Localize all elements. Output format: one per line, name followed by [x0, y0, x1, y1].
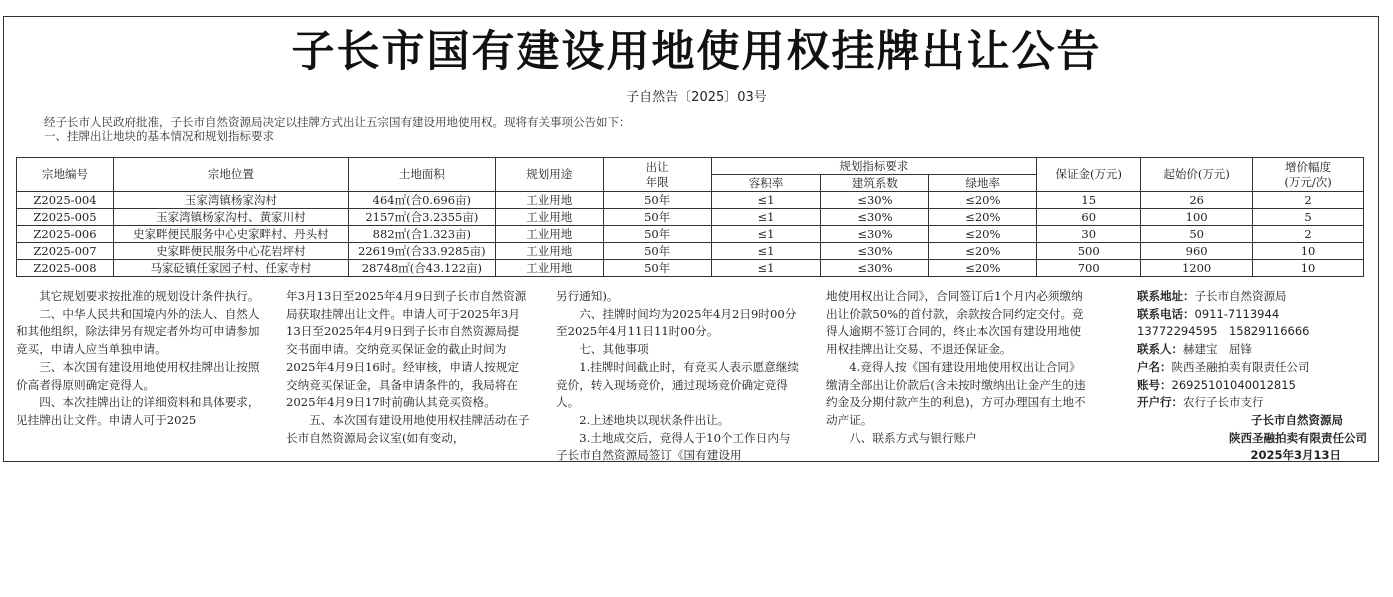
paragraph: 八、联系方式与银行账户	[849, 430, 977, 445]
cell-id: Z2025-005	[17, 209, 114, 226]
cell-start-price: 50	[1141, 226, 1253, 243]
cell-density: ≤30%	[821, 243, 929, 260]
header-term: 出让 年限	[603, 158, 711, 192]
cell-term: 50年	[603, 226, 711, 243]
header-location: 宗地位置	[113, 158, 348, 192]
text-column-2	[286, 288, 530, 447]
phone-value: 0911-7113944	[1194, 306, 1280, 321]
account-name	[1137, 359, 1367, 377]
cell-id: Z2025-004	[17, 192, 114, 209]
cell-increment: 2	[1253, 192, 1364, 209]
paragraph: 年3月13日至2025年4月9日到子长市自然资源局获取挂牌出让文件。申请人可于2025年3月13日至2025年4月9日到子长市自然资源局提交书面申请。交纳竞买保证金的截止时间为2025年4月9日16时。经审核，申请人按规定交纳竞买保证金，具备申请条件的，我局将在2025年4月9日17时前确认其竞买资格。	[286, 289, 527, 410]
paragraph: 另行通知)。	[556, 289, 619, 303]
phone-label: 联系电话：	[1137, 306, 1195, 321]
cell-use: 工业用地	[495, 209, 603, 226]
account-number-value: 26925101040012815	[1171, 377, 1296, 392]
cell-green: ≤20%	[929, 192, 1037, 209]
header-area: 土地面积	[348, 158, 495, 192]
cell-deposit: 60	[1037, 209, 1141, 226]
table-row	[17, 226, 1364, 243]
paragraph: 二、中华人民共和国境内外的法人、自然人和其他组织，除法律另有规定者外均可申请参加竞买，申请人应当单独申请。	[16, 306, 260, 357]
cell-density: ≤30%	[821, 209, 929, 226]
cell-green: ≤20%	[929, 243, 1037, 260]
cell-location: 史家畔便民服务中心花岩坪村	[113, 243, 348, 260]
cell-id: Z2025-007	[17, 243, 114, 260]
bank-label: 开户行：	[1137, 395, 1183, 410]
cell-deposit: 700	[1037, 260, 1141, 277]
contact-block	[1137, 288, 1367, 465]
cell-id: Z2025-006	[17, 226, 114, 243]
cell-green: ≤20%	[929, 226, 1037, 243]
intro-text	[44, 115, 631, 143]
table-row	[17, 243, 1364, 260]
paragraph: 六、挂牌时间均为2025年4月2日9时00分至2025年4月11日11时00分。	[556, 306, 797, 339]
text-column-1	[16, 288, 260, 430]
paragraph: 2.上述地块以现状条件出让。	[579, 412, 730, 427]
bank	[1137, 394, 1367, 412]
cell-density: ≤30%	[821, 226, 929, 243]
account-number	[1137, 377, 1367, 395]
text-column-4	[826, 288, 1086, 447]
cell-term: 50年	[603, 260, 711, 277]
cell-use: 工业用地	[495, 226, 603, 243]
cell-far: ≤1	[711, 260, 821, 277]
header-planning: 规划指标要求	[711, 158, 1037, 175]
paragraph: 地使用权出让合同》，合同签订后1个月内必须缴纳出让价款50%的首付款，余款按合同约定交付。竞得人逾期不签订合同的，终止本次国有建设用地使用权挂牌出让交易、不退还保证金。	[826, 289, 1084, 357]
table-row	[17, 260, 1364, 277]
contact-person	[1137, 341, 1367, 359]
cell-location: 马家砭镇任家园子村、任家寺村	[113, 260, 348, 277]
cell-start-price: 100	[1141, 209, 1253, 226]
contact-phone-mobile: 13772294595 15829116666	[1137, 324, 1310, 339]
cell-area: 882㎡(合1.323亩)	[348, 226, 495, 243]
bank-value: 农行子长市支行	[1183, 395, 1264, 410]
table-row	[17, 192, 1364, 209]
cell-far: ≤1	[711, 192, 821, 209]
cell-far: ≤1	[711, 243, 821, 260]
table-row	[17, 209, 1364, 226]
cell-green: ≤20%	[929, 209, 1037, 226]
header-id: 宗地编号	[17, 158, 114, 192]
header-density: 建筑系数	[821, 175, 929, 192]
cell-location: 玉家湾镇杨家沟村	[113, 192, 348, 209]
cell-deposit: 30	[1037, 226, 1141, 243]
cell-density: ≤30%	[821, 192, 929, 209]
cell-use: 工业用地	[495, 243, 603, 260]
paragraph: 四、本次挂牌出让的详细资料和具体要求，见挂牌出让文件。申请人可于2025	[16, 395, 260, 427]
document-number: 子自然告〔2025〕03号	[626, 90, 767, 105]
contact-address	[1137, 288, 1367, 306]
account-name-label: 户名：	[1137, 359, 1172, 374]
cell-far: ≤1	[711, 209, 821, 226]
header-far: 容积率	[711, 175, 821, 192]
cell-use: 工业用地	[495, 260, 603, 277]
table-header-row	[17, 158, 1364, 175]
cell-term: 50年	[603, 243, 711, 260]
paragraph: 3.土地成交后，竞得人于10个工作日内与子长市自然资源局签订《国有建设用	[556, 430, 791, 463]
paragraph: 五、本次国有建设用地使用权挂牌活动在子长市自然资源局会议室(如有变动，	[286, 412, 530, 445]
cell-location: 史家畔便民服务中心史家畔村、丹头村	[113, 226, 348, 243]
header-green: 绿地率	[929, 175, 1037, 192]
paragraph: 4.竞得人按《国有建设用地使用权出让合同》缴清全部出让价款后(含未按时缴纳出让金产生的违约金及分期付款产生的利息)，方可办理国有土地不动产证。	[826, 359, 1086, 427]
person-label: 联系人：	[1137, 342, 1183, 357]
paragraph: 三、本次国有建设用地使用权挂牌出让按照价高者得原则确定竞得人。	[16, 359, 260, 392]
cell-start-price: 26	[1141, 192, 1253, 209]
cell-location: 玉家湾镇杨家沟村、黄家川村	[113, 209, 348, 226]
signature-bureau: 子长市自然资源局	[1251, 412, 1343, 427]
address-value: 子长市自然资源局	[1194, 289, 1287, 303]
paragraph: 七、其他事项	[579, 342, 649, 357]
paragraph: 1.挂牌时间截止时，有竞买人表示愿意继续竞价，转入现场竞价，通过现场竞价确定竞得人。	[556, 359, 799, 410]
account-name-value: 陕西圣融拍卖有限责任公司	[1171, 359, 1310, 374]
land-plots-table	[16, 157, 1364, 277]
cell-area: 28748㎡(合43.122亩)	[348, 260, 495, 277]
cell-density: ≤30%	[821, 260, 929, 277]
intro-line-2: 一、挂牌出让地块的基本情况和规划指标要求	[44, 129, 274, 143]
header-start-price: 起始价(万元)	[1141, 158, 1253, 192]
address-label: 联系地址：	[1137, 289, 1195, 303]
cell-increment: 10	[1253, 260, 1364, 277]
cell-area: 22619㎡(合33.9285亩)	[348, 243, 495, 260]
signature-auction-company: 陕西圣融拍卖有限责任公司	[1229, 430, 1367, 445]
header-increment: 增价幅度 (万元/次)	[1253, 158, 1364, 192]
contact-phone	[1137, 306, 1367, 324]
cell-green: ≤20%	[929, 260, 1037, 277]
notice-date: 2025年3月13日	[1250, 448, 1341, 463]
cell-term: 50年	[603, 209, 711, 226]
cell-deposit: 500	[1037, 243, 1141, 260]
cell-start-price: 960	[1141, 243, 1253, 260]
header-deposit: 保证金(万元)	[1037, 158, 1141, 192]
cell-id: Z2025-008	[17, 260, 114, 277]
paragraph: 其它规划要求按批准的规划设计条件执行。	[39, 289, 260, 303]
cell-start-price: 1200	[1141, 260, 1253, 277]
text-column-3	[556, 288, 800, 465]
notice-title: 子长市国有建设用地使用权挂牌出让公告	[291, 27, 1102, 77]
person-value: 赫建宝 屈锋	[1183, 342, 1252, 357]
cell-far: ≤1	[711, 226, 821, 243]
cell-increment: 10	[1253, 243, 1364, 260]
cell-area: 2157㎡(合3.2355亩)	[348, 209, 495, 226]
account-number-label: 账号：	[1137, 377, 1172, 392]
header-use: 规划用途	[495, 158, 603, 192]
cell-term: 50年	[603, 192, 711, 209]
cell-area: 464㎡(合0.696亩)	[348, 192, 495, 209]
cell-deposit: 15	[1037, 192, 1141, 209]
cell-increment: 2	[1253, 226, 1364, 243]
cell-increment: 5	[1253, 209, 1364, 226]
intro-line-1: 经子长市人民政府批准，子长市自然资源局决定以挂牌方式出让五宗国有建设用地使用权。现将有关事项公告如下：	[44, 115, 631, 129]
cell-use: 工业用地	[495, 192, 603, 209]
